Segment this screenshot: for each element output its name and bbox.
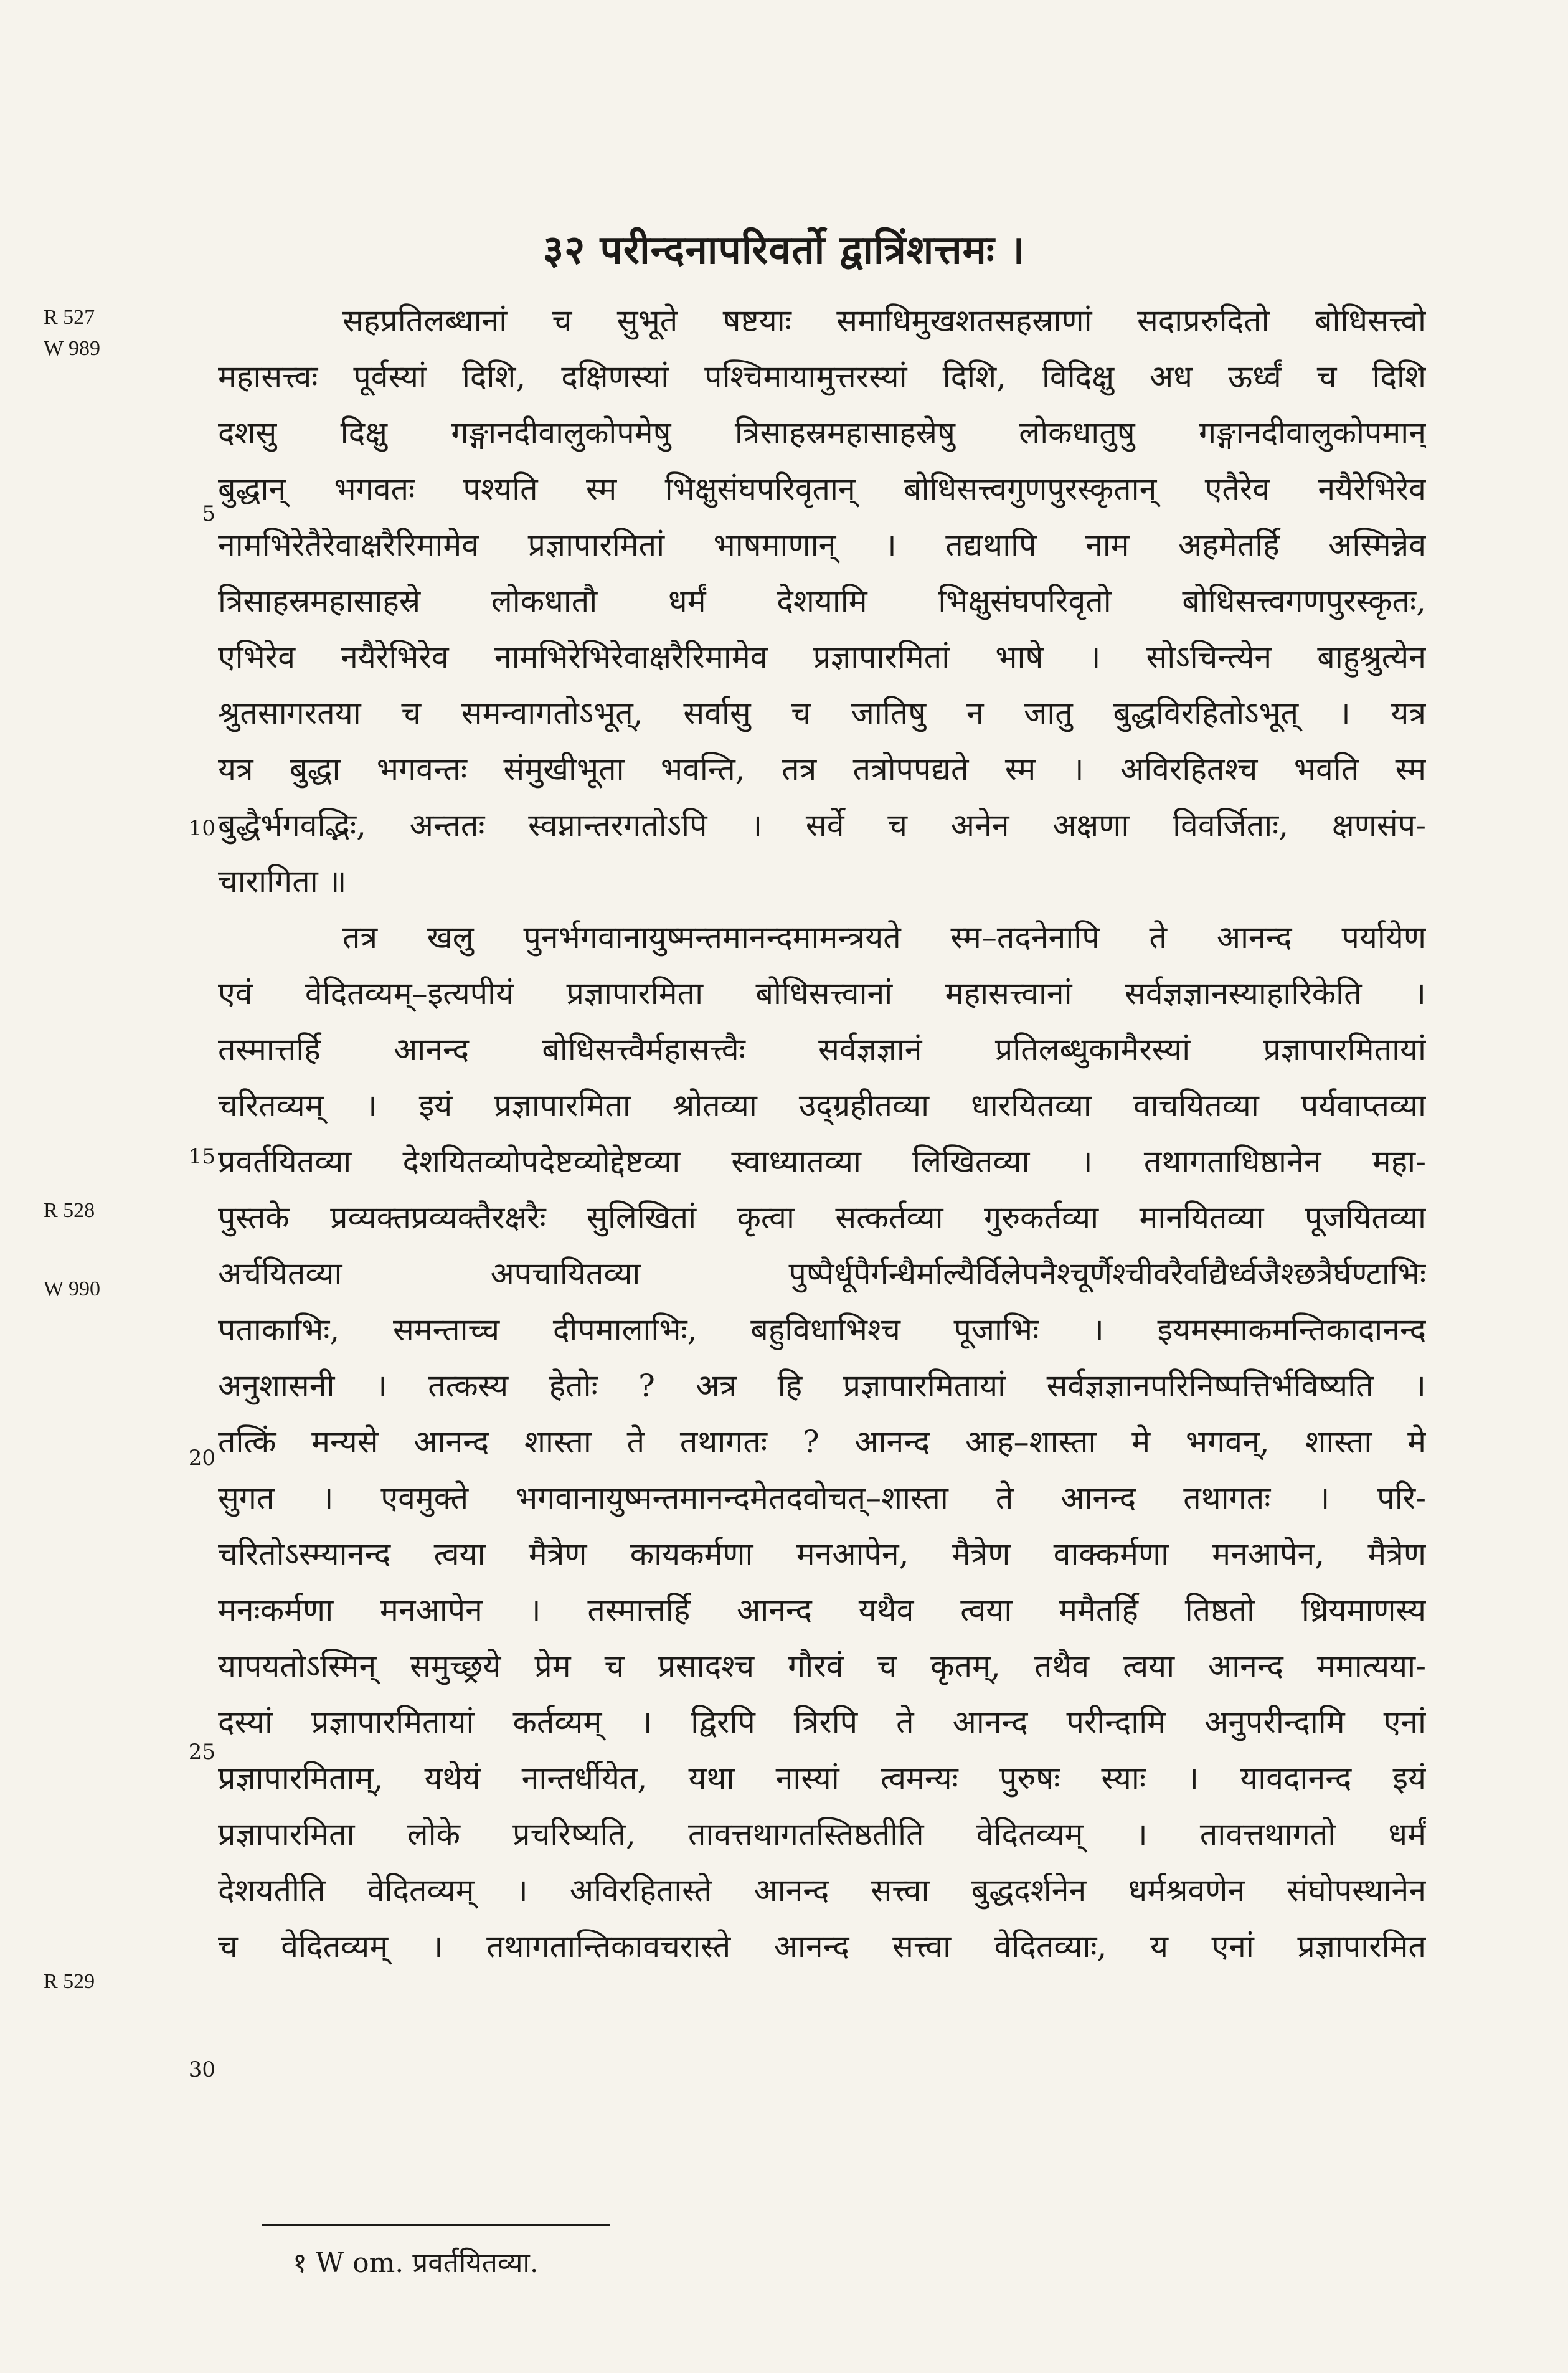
- text-line: एवं वेदितव्यम्–इत्यपीयं प्रज्ञापारमिता बोधिसत्त्वानां महासत्त्वानां सर्वज्ञज्ञानस्याहारिकेति ।: [218, 975, 1426, 1011]
- text-line: मनःकर्मणा मनआपेन । तस्मात्तर्हि आनन्द यथैव त्वया ममैतर्हि तिष्ठतो ध्रियमाणस्य: [218, 1592, 1426, 1628]
- text-line: महासत्त्वः पूर्वस्यां दिशि, दक्षिणस्यां पश्चिमायामुत्तरस्यां दिशि, विदिक्षु अध ऊर्ध्वं च दिशि: [218, 359, 1426, 395]
- line-number-20: 20: [188, 1446, 215, 1471]
- text-line: सुगत । एवमुक्ते भगवानायुष्मन्तमानन्दमेतदवोचत्–शास्ता ते आनन्द तथागतः । परि-: [218, 1480, 1426, 1516]
- text-line: सहप्रतिलब्धानां च सुभूते षष्टयाः समाधिमुखशतसहस्राणां सदाप्ररुदितो बोधिसत्त्वो: [342, 303, 1426, 339]
- margin-ref-r528: R 528: [44, 1199, 95, 1222]
- text-line: पुस्तके प्रव्यक्तप्रव्यक्तैरक्षरैः सुलिखितां कृत्वा सत्कर्तव्या गुरुकर्तव्या मानयितव्या पूजयितव्या: [218, 1200, 1426, 1236]
- text-line: प्रज्ञापारमिताम्, यथेयं नान्तर्धीयेत, यथा नास्यां त्वमन्यः पुरुषः स्याः । यावदानन्द इयं: [218, 1760, 1426, 1796]
- footnote: १ W om. प्रवर्तयितव्या.: [293, 2247, 539, 2279]
- text-line: एभिरेव नयैरेभिरेव नामभिरेभिरेवाक्षरैरिमामेव प्रज्ञापारमितां भाषे । सोऽचिन्त्येन बाहुश्रुत्येन: [218, 639, 1426, 675]
- line-number-25: 25: [188, 1740, 215, 1764]
- text-line: तत्किं मन्यसे आनन्द शास्ता ते तथागतः ? आनन्द आह–शास्ता मे भगवन्, शास्ता मे: [218, 1424, 1426, 1460]
- text-line: पताकाभिः, समन्ताच्च दीपमालाभिः, बहुविधाभिश्च पूजाभिः । इयमस्माकमन्तिकादानन्द: [218, 1312, 1426, 1348]
- text-line: तस्मात्तर्हि आनन्द बोधिसत्त्वैर्महासत्त्वैः सर्वज्ञज्ञानं प्रतिलब्धुकामैरस्यां प्रज्ञापारमितायां: [218, 1031, 1426, 1068]
- text-line: चरितव्यम् । इयं प्रज्ञापारमिता श्रोतव्या उद्ग्रहीतव्या धारयितव्या वाचयितव्या पर्यवाप्तव्या: [218, 1087, 1426, 1124]
- line-number-10: 10: [188, 816, 215, 841]
- text-line: दशसु दिक्षु गङ्गानदीवालुकोपमेषु त्रिसाहस्रमहासाहस्रेषु लोकधातुषु गङ्गानदीवालुकोपमान्: [218, 415, 1426, 451]
- text-line: अर्चयितव्या अपचायितव्या पुष्पैर्धूपैर्गन्धैर्माल्यैर्विलेपनैश्चूर्णैश्चीवरैर्वाद्यैर्ध्वजैश्छत्रैर्घण्टाभिः: [218, 1256, 1426, 1292]
- chapter-heading: ३२ परीन्दनापरिवर्तो द्वात्रिंशत्तमः ।: [542, 227, 1026, 273]
- text-line: चारागिता ॥: [218, 863, 347, 899]
- text-line: यत्र बुद्धा भगवन्तः संमुखीभूता भवन्ति, तत्र तत्रोपपद्यते स्म । अविरहितश्च भवति स्म: [218, 751, 1426, 787]
- margin-ref-r527: R 527: [44, 306, 95, 329]
- line-number-5: 5: [202, 501, 215, 526]
- line-number-30: 30: [188, 2057, 215, 2082]
- margin-ref-w989: W 989: [44, 337, 100, 360]
- text-line: बुद्धैर्भगवद्भिः, अन्ततः स्वप्नान्तरगतोऽपि । सर्वे च अनेन अक्षणा विवर्जिताः, क्षणसंप-: [218, 807, 1426, 843]
- text-line: दस्यां प्रज्ञापारमितायां कर्तव्यम् । द्विरपि त्रिरपि ते आनन्द परीन्दामि अनुपरीन्दामि एनां: [218, 1704, 1426, 1740]
- text-line: श्रुतसागरतया च समन्वागतोऽभूत्, सर्वासु च जातिषु न जातु बुद्धविरहितोऽभूत् । यत्र: [218, 695, 1426, 731]
- text-line: प्रवर्तयितव्या देशयितव्योपदेष्टव्योद्देष्टव्या स्वाध्यातव्या लिखितव्या । तथागताधिष्ठानेन महा-: [218, 1144, 1426, 1180]
- text-line: यापयतोऽस्मिन् समुच्छ्रये प्रेम च प्रसादश्च गौरवं च कृतम्, तथैव त्वया आनन्द ममात्यया-: [218, 1648, 1426, 1684]
- text-line: प्रज्ञापारमिता लोके प्रचरिष्यति, तावत्तथागतस्तिष्ठतीति वेदितव्यम् । तावत्तथागतो धर्मं: [218, 1816, 1426, 1852]
- text-line: नामभिरेतैरेवाक्षरैरिमामेव प्रज्ञापारमितां भाषमाणान् । तद्यथापि नाम अहमेतर्हि अस्मिन्नेव: [218, 527, 1426, 563]
- margin-ref-r529: R 529: [44, 1970, 95, 1993]
- text-line: देशयतीति वेदितव्यम् । अविरहितास्ते आनन्द सत्त्वा बुद्धदर्शनेन धर्मश्रवणेन संघोपस्थानेन: [218, 1872, 1426, 1908]
- footnote-rule: [262, 2224, 610, 2226]
- text-line: चरितोऽस्म्यानन्द त्वया मैत्रेण कायकर्मणा मनआपेन, मैत्रेण वाक्कर्मणा मनआपेन, मैत्रेण: [218, 1536, 1426, 1572]
- text-line: अनुशासनी । तत्कस्य हेतोः ? अत्र हि प्रज्ञापारमितायां सर्वज्ञज्ञानपरिनिष्पत्तिर्भविष्यति ।: [218, 1368, 1426, 1404]
- margin-ref-w990: W 990: [44, 1277, 100, 1300]
- text-line: त्रिसाहस्रमहासाहस्रे लोकधातौ धर्मं देशयामि भिक्षुसंघपरिवृतो बोधिसत्त्वगणपुरस्कृतः,: [218, 583, 1426, 619]
- line-number-15: 15: [188, 1144, 215, 1169]
- text-line: बुद्धान् भगवतः पश्यति स्म भिक्षुसंघपरिवृतान् बोधिसत्त्वगुणपुरस्कृतान् एतैरेव नयैरेभिरेव: [218, 471, 1426, 507]
- text-line: च वेदितव्यम् । तथागतान्तिकावचरास्ते आनन्द सत्त्वा वेदितव्याः, य एनां प्रज्ञापारमित: [218, 1928, 1426, 1964]
- text-line: तत्र खलु पुनर्भगवानायुष्मन्तमानन्दमामन्त्रयते स्म–तदनेनापि ते आनन्द पर्यायेण: [342, 919, 1426, 955]
